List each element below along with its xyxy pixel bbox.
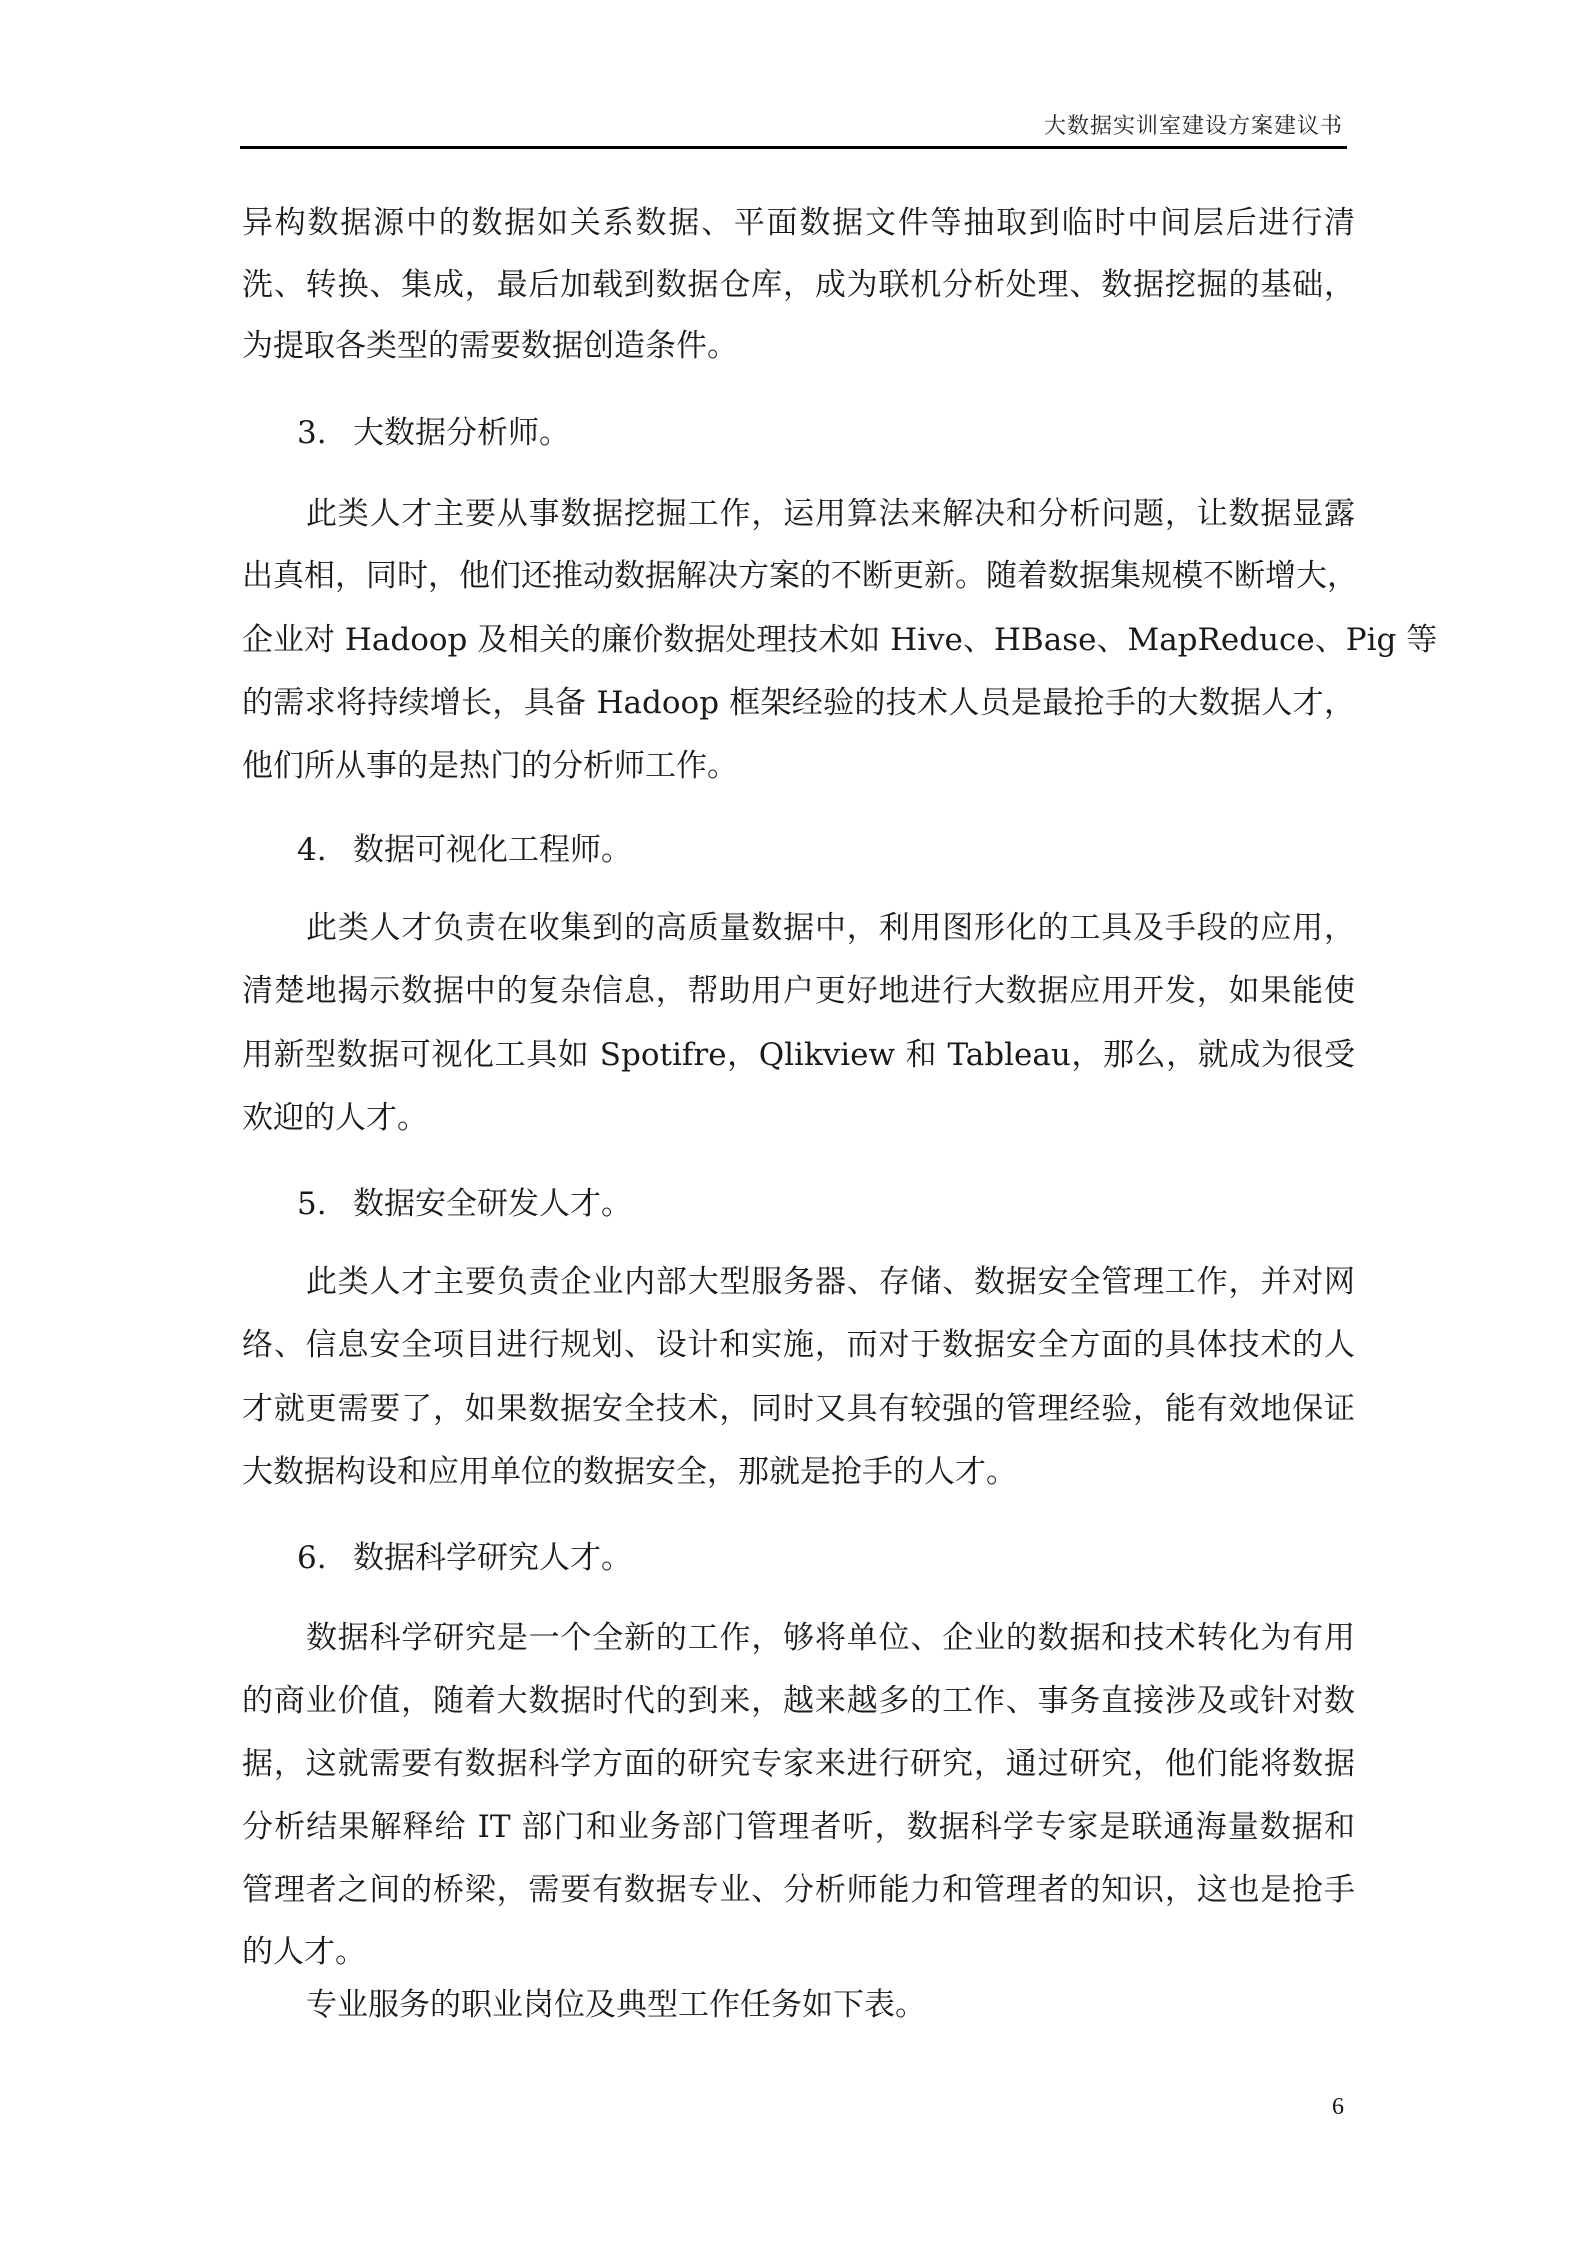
- text-line: 据，这就需要有数据科学方面的研究专家来进行研究，通过研究，他们能将数据: [242, 1746, 1355, 1782]
- text-line: 的商业价值，随着大数据时代的到来，越来越多的工作、事务直接涉及或针对数: [242, 1683, 1355, 1719]
- text-line: 洗、转换、集成，最后加载到数据仓库，成为联机分析处理、数据挖掘的基础，: [242, 267, 1355, 303]
- text-line: 大数据构设和应用单位的数据安全，那就是抢手的人才。: [242, 1454, 1017, 1490]
- heading-number: 4.: [297, 832, 327, 868]
- text-line: 为提取各类型的需要数据创造条件。: [242, 328, 738, 364]
- text-line: 出真相，同时，他们还推动数据解决方案的不断更新。随着数据集规模不断增大，: [242, 558, 1358, 594]
- text-line: 管理者之间的桥梁，需要有数据专业、分析师能力和管理者的知识，这也是抢手: [242, 1872, 1355, 1908]
- heading-text: 数据安全研发人才。: [353, 1186, 632, 1222]
- heading-number: 5.: [297, 1186, 327, 1222]
- text-line: 他们所从事的是热门的分析师工作。: [242, 748, 738, 784]
- text-line: 异构数据源中的数据如关系数据、平面数据文件等抽取到临时中间层后进行清: [242, 205, 1355, 241]
- page-number: 6: [1332, 2094, 1344, 2120]
- text-line: 数据科学研究是一个全新的工作，够将单位、企业的数据和技术转化为有用: [306, 1620, 1355, 1656]
- text-line: 此类人才主要从事数据挖掘工作，运用算法来解决和分析问题，让数据显露: [306, 496, 1355, 532]
- text-line: 此类人才负责在收集到的高质量数据中，利用图形化的工具及手段的应用，: [306, 910, 1355, 946]
- text-line: 用新型数据可视化工具如 Spotifre，Qlikview 和 Tableau，那么，就成为很受: [242, 1037, 1355, 1073]
- text-line: 此类人才主要负责企业内部大型服务器、存储、数据安全管理工作，并对网: [306, 1264, 1355, 1300]
- heading-text: 数据可视化工程师。: [353, 832, 632, 868]
- heading-number: 3.: [297, 415, 327, 451]
- text-line: 分析结果解释给 IT 部门和业务部门管理者听，数据科学专家是联通海量数据和: [242, 1809, 1355, 1845]
- header-divider: [240, 146, 1347, 149]
- heading-text: 数据科学研究人才。: [353, 1540, 632, 1576]
- text-line: 企业对 Hadoop 及相关的廉价数据处理技术如 Hive、HBase、MapReduce、Pig 等: [242, 622, 1438, 658]
- text-line: 的人才。: [242, 1934, 366, 1970]
- document-title: 大数据实训室建设方案建议书: [1043, 114, 1343, 139]
- text-line: 清楚地揭示数据中的复杂信息，帮助用户更好地进行大数据应用开发，如果能使: [242, 973, 1355, 1009]
- text-line: 的需求将持续增长，具备 Hadoop 框架经验的技术人员是最抢手的大数据人才，: [242, 685, 1355, 721]
- heading-text: 大数据分析师。: [353, 415, 570, 451]
- text-line: 才就更需要了，如果数据安全技术，同时又具有较强的管理经验，能有效地保证: [242, 1391, 1355, 1427]
- closing-sentence: 专业服务的职业岗位及典型工作任务如下表。: [306, 1987, 926, 2023]
- heading-number: 6.: [297, 1540, 327, 1576]
- text-line: 欢迎的人才。: [242, 1100, 428, 1136]
- text-line: 络、信息安全项目进行规划、设计和实施，而对于数据安全方面的具体技术的人: [242, 1327, 1355, 1363]
